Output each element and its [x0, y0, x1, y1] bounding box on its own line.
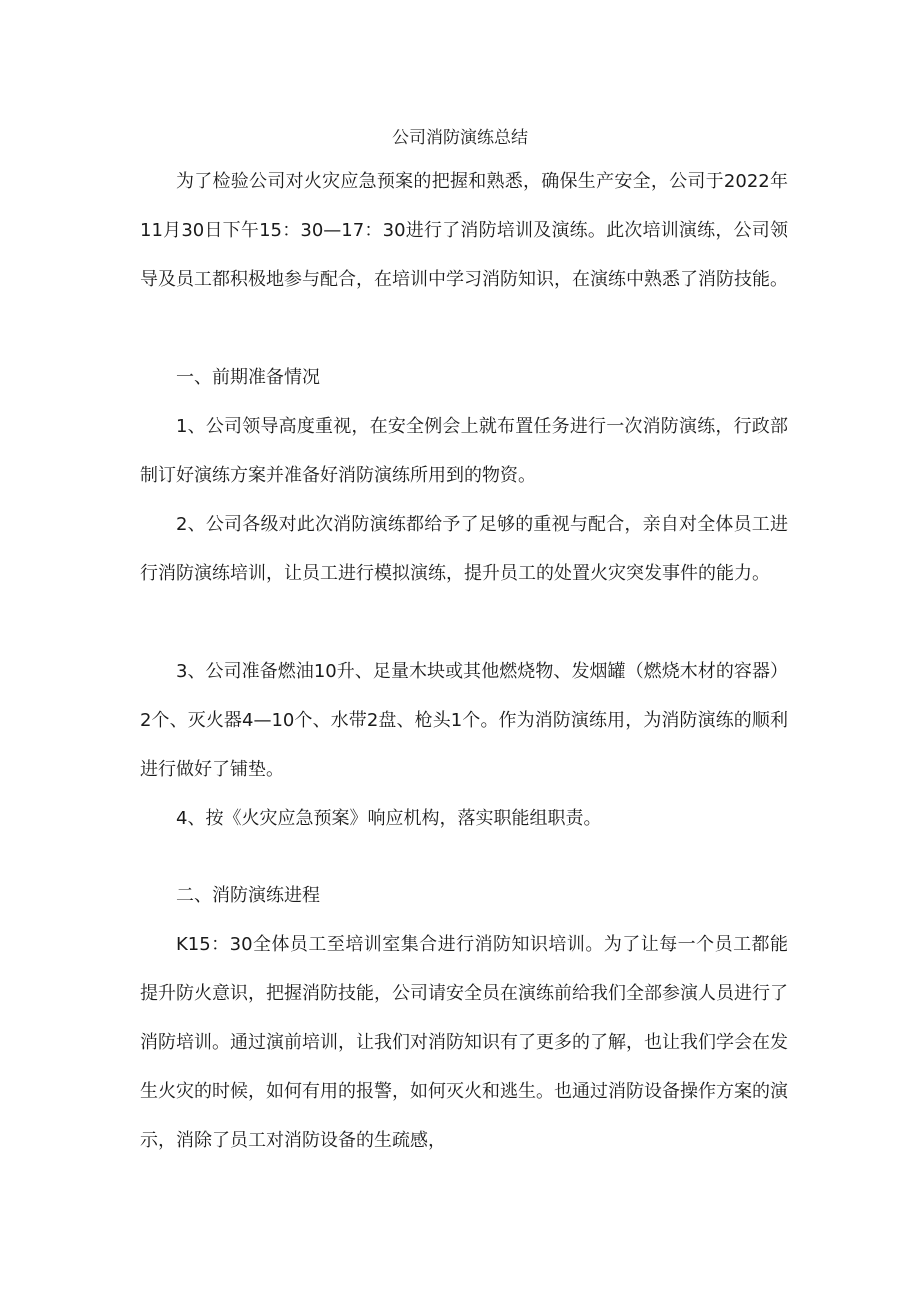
section-1-heading: 一、前期准备情况 — [176, 367, 320, 388]
section-2-paragraph-1: K15：30全体员工至培训室集合进行消防知识培训。为了让每一个员工都能提升防火意识，把握消防技能，公司请安全员在演练前给我们全部参演人员进行了消防培训。通过演前培训，让我们对消防知识有了更多的了解，也让我们学会在发生火灾的时候，如何有用的报警，如何灭火和逃生。也通过消防设备操作方案的演示，消除了员工对消防设备的生疏感， — [140, 934, 788, 1151]
section-1-item-2: 2、公司各级对此次消防演练都给予了足够的重视与配合，亲自对全体员工进行消防演练培训，让员工进行模拟演练，提升员工的处置火灾突发事件的能力。 — [140, 514, 788, 584]
section-1-item-4: 4、按《火灾应急预案》响应机构，落实职能组职责。 — [176, 808, 602, 829]
section-2-heading: 二、消防演练进程 — [176, 885, 320, 906]
section-1-item-1: 1、公司领导高度重视，在安全例会上就布置任务进行一次消防演练，行政部制订好演练方案并准备好消防演练所用到的物资。 — [140, 416, 788, 486]
section-1-item-3: 3、公司准备燃油10升、足量木块或其他燃烧物、发烟罐（燃烧木材的容器）2个、灭火器4—10个、水带2盘、枪头1个。作为消防演练用，为消防演练的顺利进行做好了铺垫。 — [140, 661, 788, 780]
document-title: 公司消防演练总结 — [392, 128, 528, 148]
intro-paragraph: 为了检验公司对火灾应急预案的把握和熟悉，确保生产安全，公司于2022年11月30日下午15：30—17：30进行了消防培训及演练。此次培训演练，公司领导及员工都积极地参与配合，在培训中学习消防知识，在演练中熟悉了消防技能。 — [140, 171, 788, 290]
